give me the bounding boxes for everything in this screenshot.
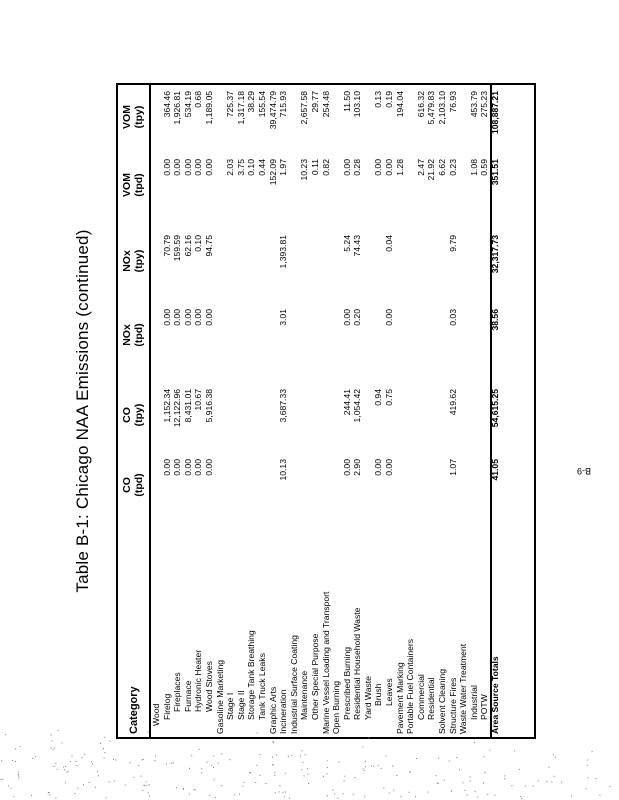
row-category: Portable Fuel Containers [405, 638, 416, 734]
header-nox-tpy-line1: NOx [121, 250, 133, 272]
cell-nox-tpd: 0.00 [172, 309, 183, 326]
table-header [118, 85, 151, 737]
cell-vom-tpy: 38.29 [246, 91, 257, 113]
row-category: Waste Water Treatment [458, 643, 469, 734]
cell-co-tpy: 0.94 [373, 389, 384, 406]
cell-vom-tpy: 364.46 [161, 91, 172, 118]
cell-vom-tpd: 0.59 [479, 159, 490, 176]
header-co-tpy [121, 395, 145, 435]
table-row [278, 85, 289, 737]
cell-nox-tpd: 0.20 [352, 309, 363, 326]
cell-vom-tpd: 0.10 [246, 159, 257, 176]
cell-nox-tpy: 1,393.81 [278, 235, 289, 269]
row-category: Incineration [278, 689, 289, 734]
cell-nox-tpd: 0.00 [203, 309, 214, 326]
table-row [373, 85, 384, 737]
row-category: Graphic Arts [267, 686, 278, 734]
row-category: Maintenance [299, 670, 310, 720]
cell-vom-tpy: 1,317.18 [235, 91, 246, 125]
cell-vom-tpd: 0.44 [256, 159, 267, 176]
cell-vom-tpd: 3.75 [235, 159, 246, 176]
header-vom-tpd-line2: (tpd) [133, 173, 145, 197]
cell-vom-tpy: 0.19 [384, 91, 395, 108]
table-row [384, 85, 395, 737]
row-category: Other Special Purpose [309, 633, 320, 720]
cell-vom-tpy: 254.48 [320, 91, 331, 118]
cell-vom-tpy: 1,189.05 [203, 91, 214, 125]
row-category: Hydronic Heater [193, 649, 204, 712]
cell-vom-tpy: 725.37 [225, 91, 236, 118]
cell-vom-tpd: 0.00 [341, 159, 352, 176]
cell-co-tpy: 54,615.25 [490, 389, 500, 428]
cell-vom-tpy: 11.50 [341, 91, 352, 112]
cell-vom-tpy: 29.77 [309, 91, 320, 113]
header-co-tpd-line2: (tpd) [133, 473, 145, 497]
cell-co-tpd: 0.00 [182, 459, 193, 476]
rotated-page [73, 83, 592, 739]
cell-vom-tpd: 0.00 [182, 159, 193, 176]
table-row [289, 85, 300, 737]
cell-vom-tpy: 0.13 [373, 91, 384, 108]
cell-vom-tpd: 0.00 [172, 159, 183, 176]
header-co-tpd-line1: CO [121, 477, 133, 493]
cell-vom-tpy: 194.04 [394, 91, 405, 118]
table-row [310, 85, 321, 737]
header-co-tpd [121, 465, 145, 505]
header-category: Category [128, 686, 140, 734]
table-row [469, 85, 480, 737]
row-category: Brush [373, 683, 384, 706]
cell-vom-tpy: 5,479.83 [426, 91, 437, 125]
table-row [215, 85, 226, 737]
cell-co-tpd: 0.00 [373, 459, 384, 476]
cell-vom-tpy: 155.54 [256, 91, 267, 118]
cell-vom-tpd: 6.62 [437, 159, 448, 176]
row-category: Leaves [384, 678, 395, 706]
cell-vom-tpd: 0.00 [161, 159, 172, 176]
cell-vom-tpd: 0.11 [309, 159, 320, 176]
table-row [268, 85, 279, 737]
row-category: Open Burning [331, 680, 342, 734]
cell-vom-tpd: 351.51 [490, 159, 500, 186]
row-category: Wood Stoves [203, 661, 214, 712]
cell-co-tpy: 5,916.38 [203, 389, 214, 423]
cell-vom-tpd: 0.00 [203, 159, 214, 176]
cell-co-tpy: 244.41 [341, 389, 352, 416]
cell-vom-tpy: 275.23 [479, 91, 490, 118]
row-category: Fireplaces [172, 672, 183, 712]
row-category: Storage Tank Breathing [246, 630, 257, 720]
row-category: Structure Fires [447, 677, 458, 734]
row-category: Industrial [468, 685, 479, 720]
cell-nox-tpy: 70.79 [161, 235, 172, 257]
row-category: Stage II [235, 690, 246, 720]
cell-co-tpd: 0.00 [384, 459, 395, 476]
cell-co-tpy: 1,152.34 [161, 389, 172, 423]
header-co-tpy-line2: (tpy) [133, 403, 145, 427]
page-title: Table B-1: Chicago NAA Emissions (continued) [73, 229, 92, 593]
cell-vom-tpy: 39,474.79 [267, 91, 278, 130]
table-row [342, 85, 353, 737]
table-row [151, 85, 162, 737]
table-row [331, 85, 342, 737]
scan-noise [0, 700, 619, 800]
row-category: Yard Waste [362, 676, 373, 720]
table-row [236, 85, 247, 737]
row-category: Furnace [182, 680, 193, 712]
cell-vom-tpd: 0.28 [352, 159, 363, 176]
table-row [352, 85, 363, 737]
table-row [448, 85, 459, 737]
cell-vom-tpy: 103.10 [352, 91, 363, 118]
table-row [162, 85, 173, 737]
row-category: Tank Truck Leaks [256, 653, 267, 720]
table-row [416, 85, 427, 737]
table-row [426, 85, 437, 737]
cell-vom-tpy: 76.93 [447, 91, 458, 113]
header-nox-tpd-line2: (tpd) [133, 323, 145, 347]
cell-vom-tpd: 21.92 [426, 159, 437, 181]
cell-nox-tpd: 0.00 [161, 309, 172, 326]
cell-nox-tpd: 3.01 [278, 309, 289, 326]
cell-nox-tpy: 94.75 [203, 235, 214, 257]
cell-co-tpd: 0.00 [193, 459, 204, 476]
cell-vom-tpy: 715.93 [278, 91, 289, 118]
row-category: Stage I [225, 692, 236, 720]
row-category: Commercial [415, 674, 426, 720]
cell-vom-tpy: 453.79 [468, 91, 479, 118]
cell-nox-tpd: 0.00 [182, 309, 193, 326]
cell-vom-tpd: 10.23 [299, 159, 310, 181]
cell-vom-tpd: 1.28 [394, 159, 405, 176]
cell-co-tpy: 1,054.42 [352, 389, 363, 423]
cell-co-tpd: 41.05 [490, 459, 500, 481]
table-row [225, 85, 236, 737]
cell-nox-tpd: 0.00 [193, 309, 204, 326]
table-row [458, 85, 469, 737]
table-row [321, 85, 332, 737]
table-row [246, 85, 257, 737]
emissions-table [116, 83, 536, 739]
header-vom-tpd-line1: VOM [121, 173, 133, 197]
table-row [437, 85, 448, 737]
cell-co-tpy: 419.62 [447, 389, 458, 416]
header-nox-tpy-line2: (tpy) [133, 249, 145, 273]
table-total-row [490, 85, 501, 737]
table-row [479, 85, 490, 737]
cell-nox-tpd: 0.03 [447, 309, 458, 326]
table-body [151, 85, 501, 737]
cell-vom-tpy: 2,103.10 [437, 91, 448, 125]
row-category: Wood [151, 703, 161, 726]
cell-vom-tpy: 1,926.81 [172, 91, 183, 125]
cell-nox-tpy: 74.43 [352, 235, 363, 257]
cell-vom-tpd: 2.03 [225, 159, 236, 176]
cell-nox-tpy: 9.79 [447, 235, 458, 252]
cell-co-tpd: 2.90 [352, 459, 363, 476]
cell-nox-tpy: 32,317.73 [490, 235, 500, 274]
cell-vom-tpy: 2,657.58 [299, 91, 310, 125]
cell-vom-tpd: 1.97 [278, 159, 289, 176]
cell-vom-tpd: 2.47 [415, 159, 426, 176]
row-category: Firelog [161, 693, 172, 720]
cell-vom-tpd: 0.00 [384, 159, 395, 176]
cell-nox-tpy: 0.10 [193, 235, 204, 252]
header-vom-tpy [121, 97, 145, 137]
cell-vom-tpd: 0.00 [193, 159, 204, 176]
cell-nox-tpd: 0.00 [384, 309, 395, 326]
row-category: Solvent Cleaning [437, 669, 448, 734]
page-number: B-9 [577, 466, 592, 476]
cell-co-tpy: 10.67 [193, 389, 204, 411]
row-category: POTW [479, 694, 490, 720]
table-row [395, 85, 406, 737]
row-category: Prescribed Burning [341, 646, 352, 720]
table-row [299, 85, 310, 737]
row-category: Residential Household Waste [352, 607, 363, 720]
cell-co-tpy: 0.75 [384, 389, 395, 406]
table-row [172, 85, 183, 737]
header-vom-tpy-line2: (tpy) [133, 105, 145, 129]
cell-nox-tpy: 159.59 [172, 235, 183, 262]
table-row [204, 85, 215, 737]
cell-vom-tpd: 0.82 [320, 159, 331, 176]
cell-co-tpy: 3,687.33 [278, 389, 289, 423]
row-category: Industrial Surface Coating [288, 635, 299, 734]
cell-nox-tpy: 5.24 [341, 235, 352, 252]
row-category: Marine Vessel Loading and Transport [320, 591, 331, 734]
header-vom-tpy-line1: VOM [121, 105, 133, 129]
cell-vom-tpd: 0.23 [447, 159, 458, 176]
row-category: Residential [426, 677, 437, 720]
cell-co-tpd: 0.00 [341, 459, 352, 476]
cell-vom-tpd: 1.08 [468, 159, 479, 176]
header-vom-tpd [121, 165, 145, 205]
table-row [183, 85, 194, 737]
cell-vom-tpy: 616.32 [415, 91, 426, 118]
table-row [405, 85, 416, 737]
header-nox-tpd [121, 315, 145, 355]
cell-vom-tpy: 108,887.21 [490, 91, 500, 135]
header-co-tpy-line1: CO [121, 407, 133, 423]
table-row [363, 85, 374, 737]
table-row [193, 85, 204, 737]
cell-co-tpd: 0.00 [161, 459, 172, 476]
cell-nox-tpy: 0.04 [384, 235, 395, 252]
cell-nox-tpd: 38.56 [490, 309, 500, 331]
table-row [257, 85, 268, 737]
cell-vom-tpy: 0.68 [193, 91, 204, 108]
row-category: Pavement Marking [394, 662, 405, 734]
cell-co-tpy: 8,431.01 [182, 389, 193, 423]
cell-nox-tpy: 62.16 [182, 235, 193, 257]
row-category: Gasoline Marketing [214, 659, 225, 734]
cell-co-tpd: 0.00 [172, 459, 183, 476]
cell-co-tpd: 10.13 [278, 459, 289, 481]
header-nox-tpy [121, 241, 145, 281]
cell-nox-tpd: 0.00 [341, 309, 352, 326]
header-nox-tpd-line1: NOx [121, 324, 133, 346]
cell-vom-tpd: 0.00 [373, 159, 384, 176]
cell-co-tpd: 1.07 [447, 459, 458, 476]
row-category: Area Source Totals [490, 656, 500, 734]
cell-co-tpy: 12,122.96 [172, 389, 183, 428]
cell-co-tpd: 0.00 [203, 459, 214, 476]
cell-vom-tpd: 152.09 [267, 159, 278, 186]
cell-vom-tpy: 534.19 [182, 91, 193, 118]
